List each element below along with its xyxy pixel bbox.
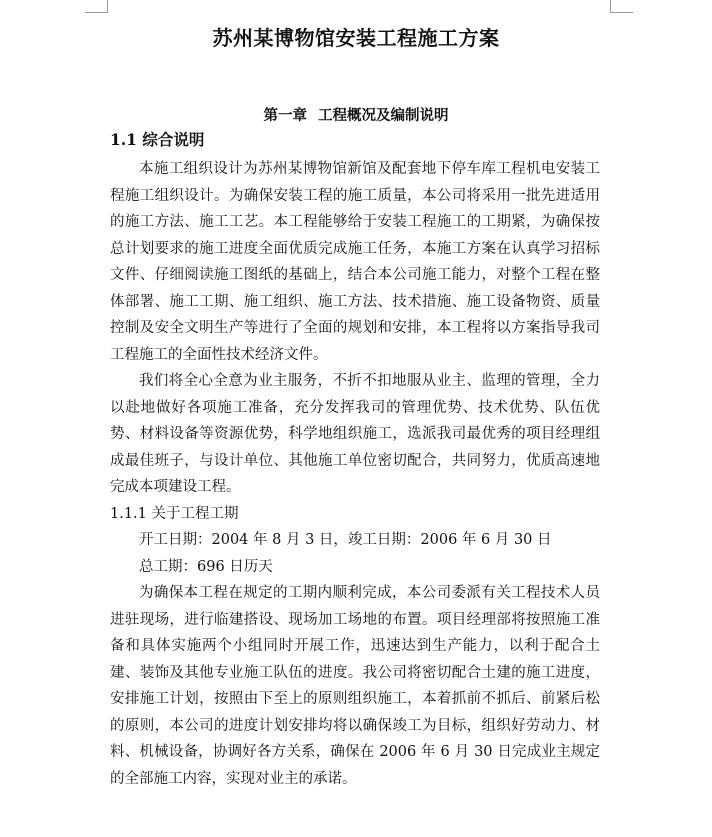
paragraph-1: 本施工组织设计为苏州某博物馆新馆及配套地下停车库工程机电安装工程施工组织设计。为确保安装工程的施工质量，本公司将采用一批先进适用的施工方法、施工工艺。本工程能够给于安装工程施工的工期紧，为确保按总计划要求的施工进度全面优质完成施工任务，本施工方案在认真学习招标文件、仔细阅读施工图纸的基础上，结合本公司施工能力，对整个工程在整体部署、施工工期、施工组织、施工方法、技术措施、施工设备物资、质量控制及安全文明生产等进行了全面的规划和安排，本工程将以方案指导我司工程施工的全面性技术经济文件。: [110, 161, 600, 363]
document-body: [110, 156, 600, 792]
subsection-heading-1-1-1: 1.1.1 关于工程工期: [110, 505, 239, 522]
crop-mark-top-left: [85, 0, 108, 13]
dates-line: 开工日期：2004 年 8 月 3 日，竣工日期：2006 年 6 月 30 日: [139, 532, 552, 548]
chapter-title: 第一章 工程概况及编制说明: [263, 107, 449, 124]
section-heading-1-1: 1.1 综合说明: [110, 130, 205, 149]
total-duration-line: 总工期：696 日历天: [139, 558, 273, 575]
paragraph-3: 为确保本工程在规定的工期内顺利完成，本公司委派有关工程技术人员进驻现场，进行临建搭设、现场加工场地的布置。项目经理部将按照施工准备和具体实施两个小组同时开展工作，迅速达到生产能力，以利于配合土建、装饰及其他专业施工队伍的进度。我公司将密切配合土建的施工进度，安排施工计划，按照由下至上的原则组织施工，本着抓前不抓后、前紧后松的原则，本公司的进度计划安排均将以确保竣工为目标，组织好劳动力、材料、机械设备，协调好各方关系，确保在 2006 年 6 月 30 日完成业主规定的全部施工内容，实现对业主的承诺。: [110, 585, 600, 787]
document-title: 苏州某博物馆安装工程施工方案: [212, 26, 500, 50]
crop-mark-top-right: [610, 0, 633, 13]
paragraph-2: 我们将全心全意为业主服务，不折不扣地服从业主、监理的管理，全力以赴地做好各项施工准备，充分发挥我司的管理优势、技术优势、队伍优势、材料设备等资源优势，科学地组织施工，选派我司最优秀的项目经理组成最佳班子，与设计单位、其他施工单位密切配合，共同努力，优质高速地完成本项建设工程。: [110, 373, 600, 495]
